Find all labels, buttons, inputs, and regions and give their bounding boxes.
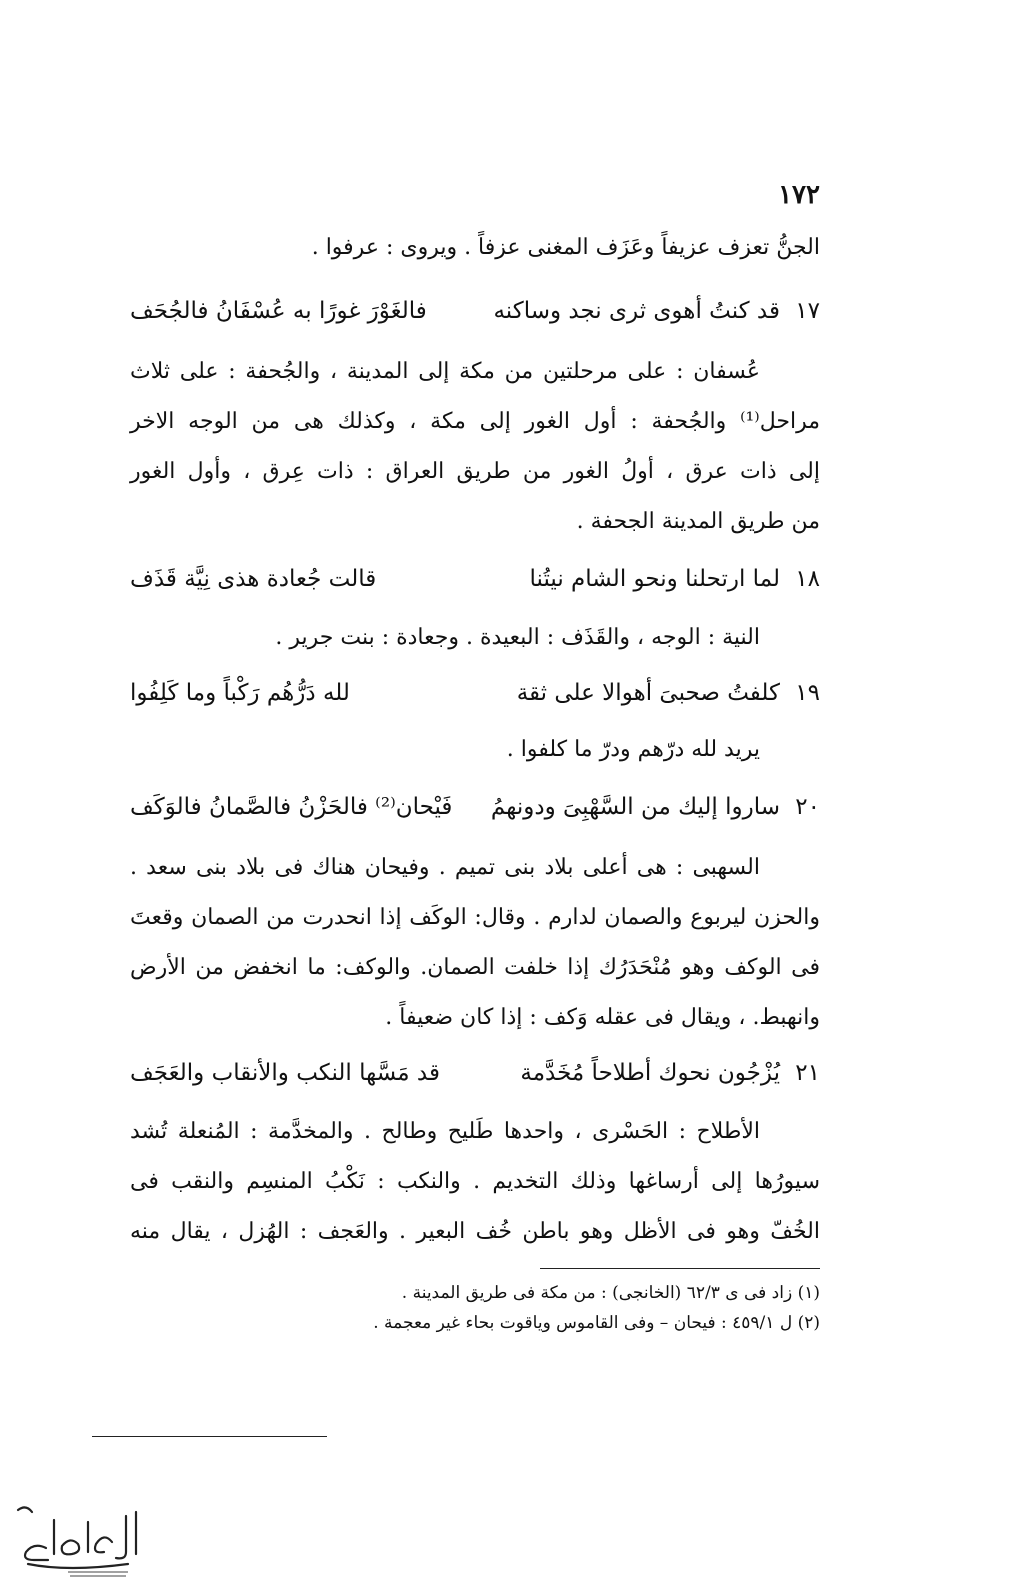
verse-18 [130, 562, 820, 596]
commentary-line: عُسفان : على مرحلتين من مكة إلى المدينة ، والجُحفة : على ثلاث [130, 359, 760, 384]
commentary-line: وانهبط. ، ويقال فى عقله وَكف : إذا كان ضعيفاً . [385, 1005, 820, 1030]
verse-number: ١٨ [795, 566, 820, 592]
verse-second-hemistich: فالغَوْرَ غورًا به عُسْفَانُ فالجُحَف [130, 298, 427, 324]
page-number: ١٧٢ [778, 180, 820, 210]
verse-first-hemistich: يُزْجُون نحوك أطلاحاً مُخَدَّمة [520, 1060, 780, 1086]
commentary-line: السهبى : هى أعلى بلاد بنى تميم . وفيحان هناك فى بلاد بنى سعد . [130, 855, 760, 880]
verse-second-hemistich: فَيْحان⁽²⁾ فالحَزْنُ فالصَّمانُ فالوَكَف [130, 794, 453, 820]
commentary-line: فى الوكف وهو مُنْحَدَرُك إذا خلفت الصمان. والوكف: ما انخفض من الأرض [130, 955, 820, 980]
verse-number: ١٧ [795, 298, 820, 324]
verse-number: ١٩ [795, 680, 820, 706]
verse-21 [130, 1056, 820, 1090]
commentary-line: يريد لله درّهم ودرّ ما كلفوا . [506, 737, 760, 762]
verse-first-hemistich: ساروا إليك من السَّهْبِىَ ودونهمُ [490, 794, 780, 820]
verse-17 [130, 294, 820, 328]
commentary-line: سيورُها إلى أرساغها وذلك التخديم . والنكب : نَكْبُ المنسِم والنقب فى [130, 1169, 820, 1194]
verse-second-hemistich: لله دَرُّهُم رَكْباً وما كَلِفُوا [130, 680, 350, 706]
library-stamp-logo [8, 1502, 148, 1582]
footnote-2: (٢) ل ٤٥٩/١ : فيحان – وفى القاموس وياقوت بحاء غير معجمة . [373, 1313, 820, 1333]
commentary-line: من طريق المدينة الجحفة . [576, 509, 820, 534]
commentary-line: النية : الوجه ، والقَذَف : البعيدة . وجعادة : بنت جرير . [275, 625, 760, 650]
commentary-line: الخُفّ وهو فى الأظل وهو باطن خُف البعير . والعَجف : الهُزل ، يقال منه [130, 1219, 820, 1244]
verse-number: ٢٠ [795, 794, 820, 820]
bottom-rule [92, 1436, 327, 1437]
text-line: الجنُّ تعزف عزيفاً وعَزَف المغنى عزفاً . ويروى : عرفوا . [311, 235, 820, 260]
verse-number: ٢١ [795, 1060, 820, 1086]
verse-20 [130, 790, 820, 824]
footnote-1: (١) زاد فى ى ٦٢/٣ (الخانجى) : من مكة فى طريق المدينة . [401, 1283, 820, 1303]
commentary-line: والحزن ليربوع والصمان لدارم . وقال: الوكَف إذا انحدرت من الصمان وقعتَ [130, 905, 820, 930]
verse-second-hemistich: قد مَسَّها النكب والأنقاب والعَجَف [130, 1060, 440, 1086]
verse-first-hemistich: لما ارتحلنا ونحو الشام نيتُنا [529, 566, 780, 592]
footnote-separator [540, 1268, 820, 1269]
verse-first-hemistich: قد كنتُ أهوى ثرى نجد وساكنه [493, 298, 780, 324]
commentary-line: الأطلاح : الحَسْرى ، واحدها طَليح وطالح . والمخدَّمة : المُنعلة تُشد [130, 1119, 760, 1144]
verse-19 [130, 676, 820, 710]
commentary-line: إلى ذات عرق ، أولُ الغور من طريق العراق : ذات عِرق ، وأول الغور [130, 459, 820, 484]
verse-second-hemistich: قالت جُعادة هذى نِيَّة قَذَف [130, 566, 377, 592]
verse-first-hemistich: كلفتُ صحبىَ أهوالا على ثقة [516, 680, 780, 706]
commentary-line: مراحل⁽¹⁾ والجُحفة : أول الغور إلى مكة ، وكذلك هى من الوجه الاخر [130, 409, 820, 434]
